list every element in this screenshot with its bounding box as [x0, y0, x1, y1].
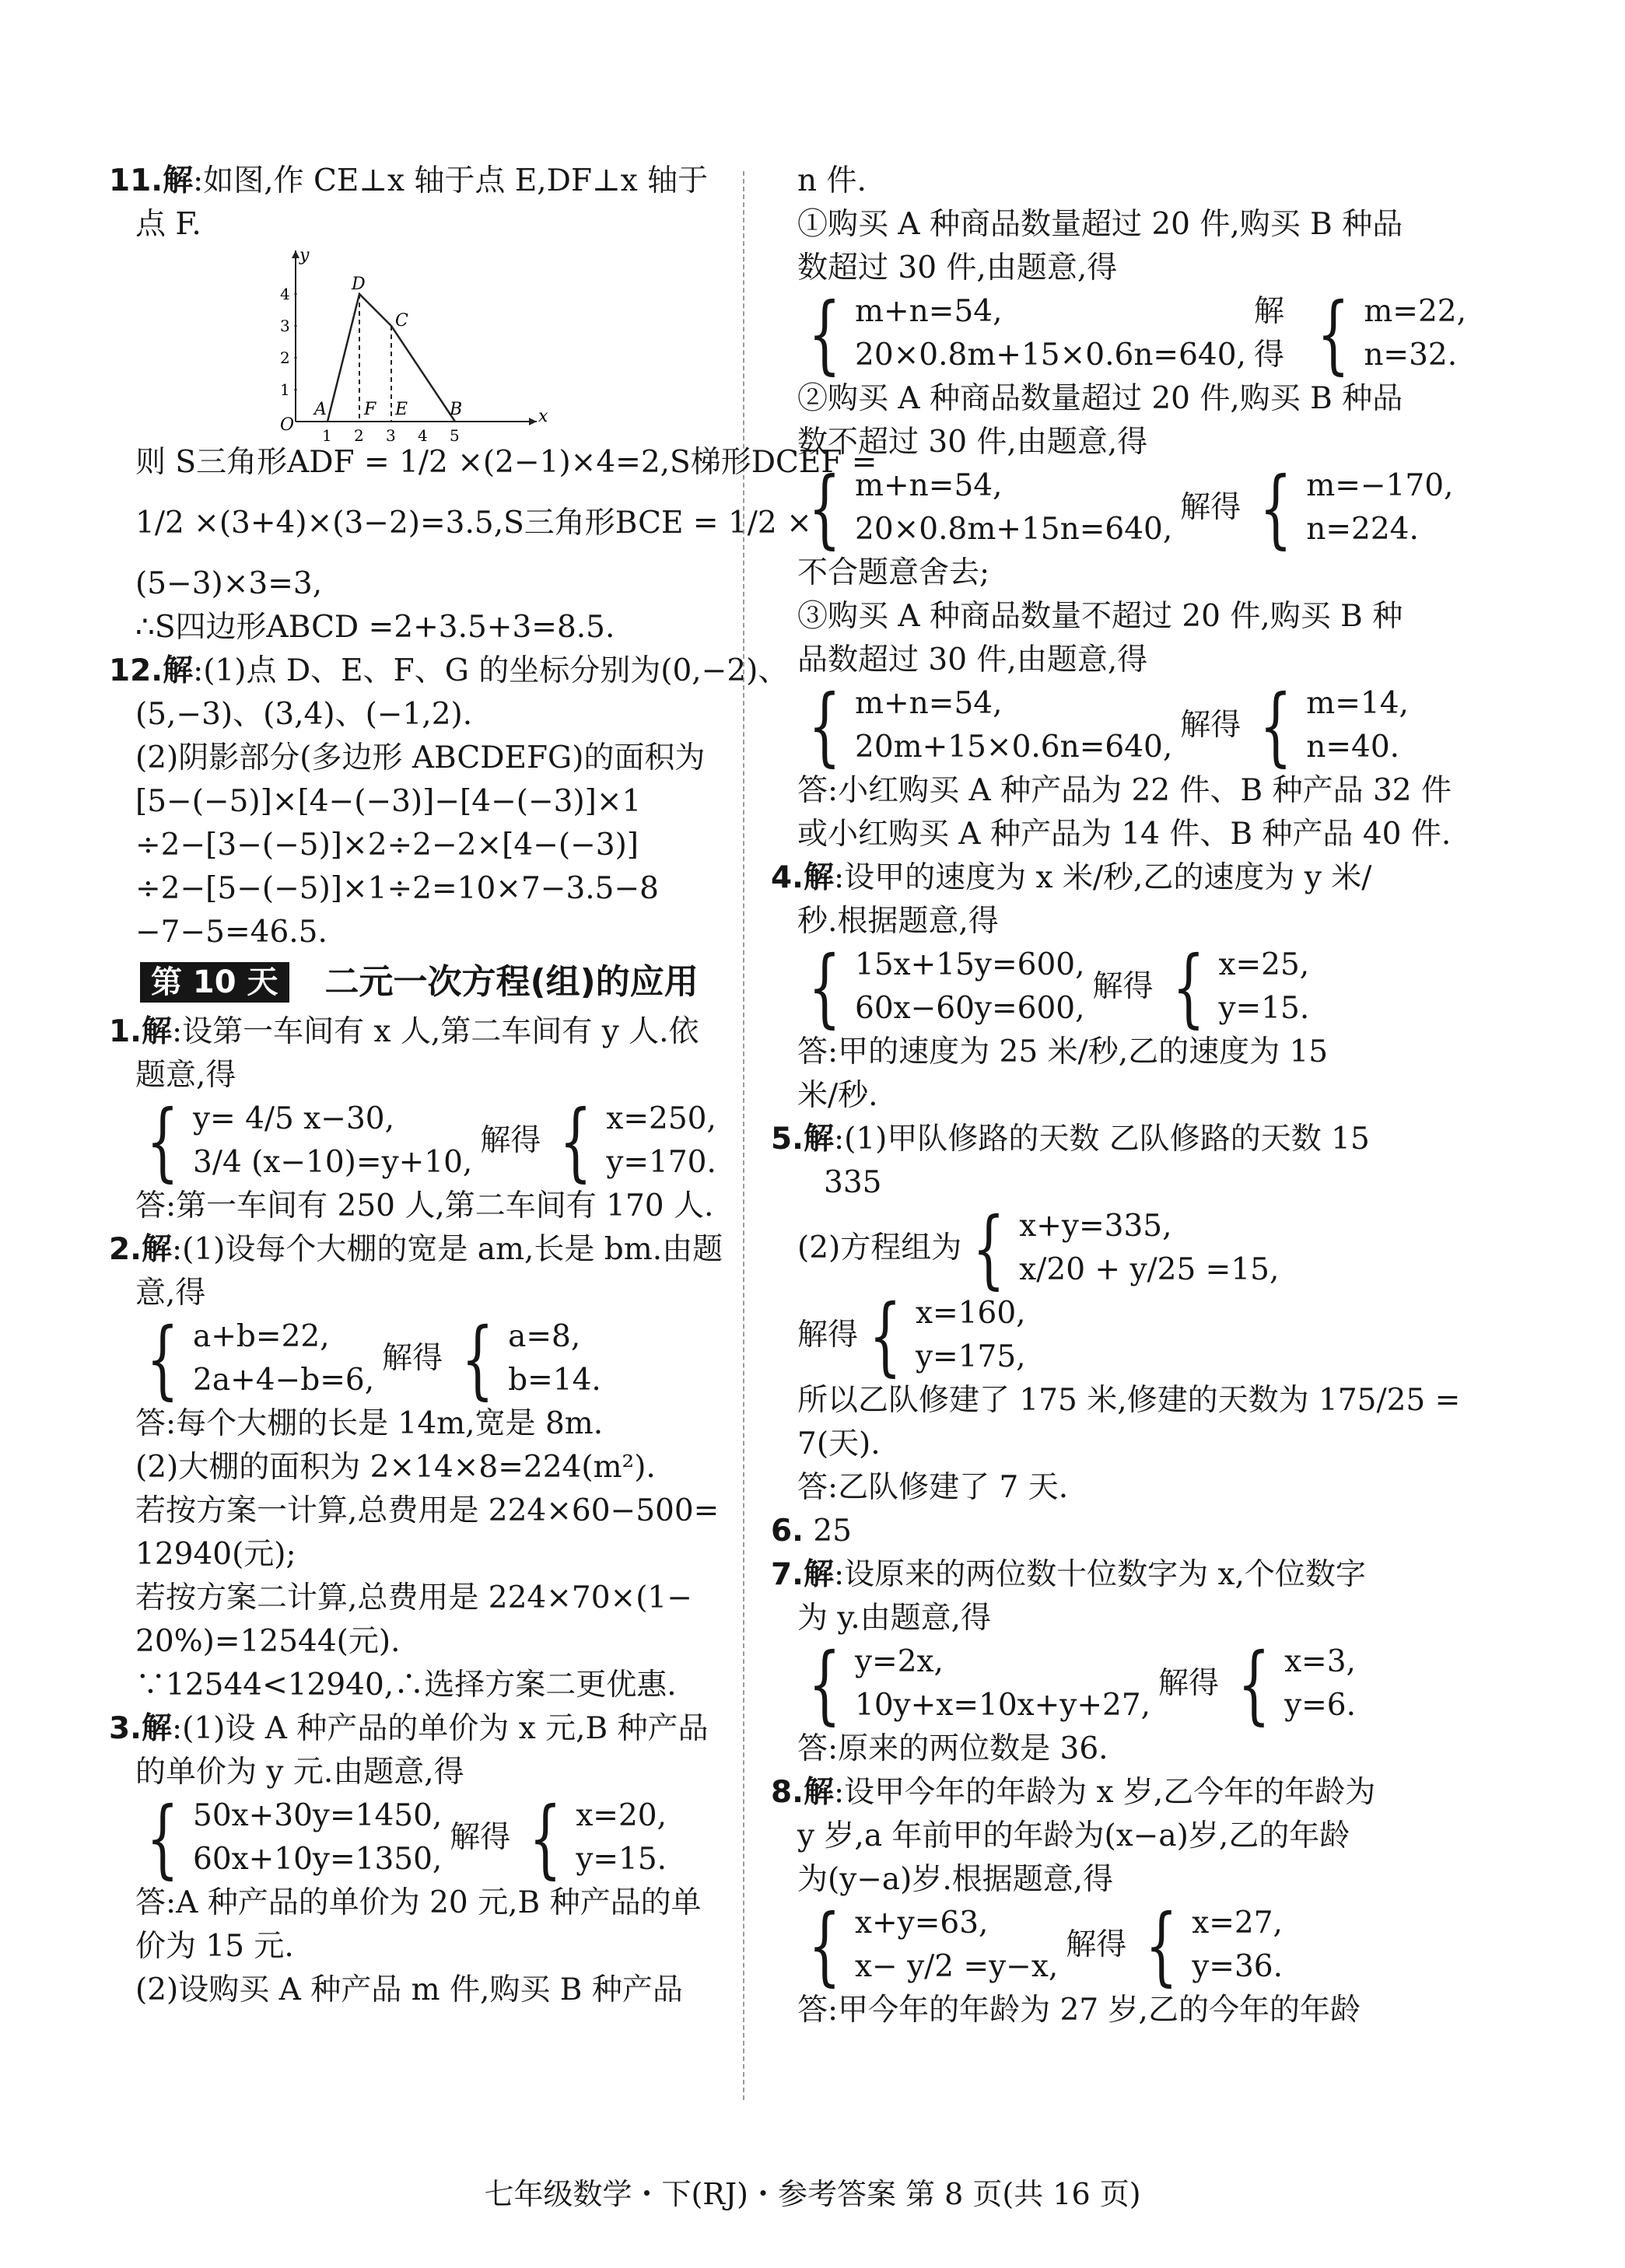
q12-line6: ÷2−[5−(−5)]×1÷2=10×7−3.5−8	[135, 871, 659, 906]
brace-icon: {	[1145, 1895, 1178, 1995]
q8-line3: 为(y−a)岁.根据题意,得	[797, 1862, 1114, 1897]
q3-answer2: 价为 15 元.	[135, 1929, 294, 1964]
q7-answer: 答:原来的两位数是 36.	[797, 1731, 1108, 1766]
q11-line6: ∴S四边形ABCD =2+3.5+3=8.5.	[135, 610, 615, 645]
y-tick-3: 3	[280, 317, 290, 335]
q1-line2: 题意,得	[135, 1058, 236, 1093]
q8-line2: y 岁,a 年前甲的年龄为(x−a)岁,乙的年龄	[797, 1818, 1350, 1853]
brace-icon: {	[1259, 458, 1293, 558]
brace-icon: {	[146, 1788, 179, 1888]
brace-icon: {	[1171, 937, 1205, 1037]
y-tick-1: 1	[280, 380, 290, 399]
q3-line2: 的单价为 y 元.由题意,得	[135, 1755, 464, 1790]
q3-answer1: 答:A 种产品的单价为 20 元,B 种产品的单	[135, 1885, 702, 1920]
r-line4: 数不超过 30 件,由题意,得	[797, 425, 1148, 460]
q2-answer: 答:每个大棚的长是 14m,宽是 8m.	[135, 1406, 604, 1441]
r-line5: 不合题意舍去;	[797, 555, 990, 590]
q7-system: { y=2x, 10y+x=10x+y+27, 解得 { x=3, y=6.	[808, 1634, 1356, 1734]
q7-line1: 7.解:设原来的两位数十位数字为 x,个位数字	[771, 1557, 1366, 1592]
q4-system: { 15x+15y=600, 60x−60y=600, 解得 { x=25, y=15.	[808, 937, 1310, 1037]
r-line7: 品数超过 30 件,由题意,得	[797, 642, 1148, 677]
section-title: 二元一次方程(组)的应用	[324, 962, 699, 1002]
x-tick-3: 3	[386, 426, 396, 445]
q2-line1: 2.解:(1)设每个大棚的宽是 am,长是 bm.由题	[109, 1232, 723, 1267]
q12-line1: 12.解:(1)点 D、E、F、G 的坐标分别为(0,−2)、	[109, 653, 789, 688]
r-line1: ①购买 A 种商品数量超过 20 件,购买 B 种品	[797, 207, 1403, 242]
x-tick-5: 5	[450, 426, 460, 445]
q2-line3: (2)大棚的面积为 2×14×8=224(m²).	[135, 1450, 656, 1485]
q12-line4: [5−(−5)]×[4−(−3)]−[4−(−3)]×1	[135, 784, 642, 819]
q4-answer1: 答:甲的速度为 25 米/秒,乙的速度为 15	[797, 1034, 1329, 1069]
point-B: B	[450, 400, 463, 419]
q11-line2: 点 F.	[135, 207, 201, 242]
brace-icon: {	[808, 1634, 841, 1734]
brace-icon: {	[808, 676, 841, 775]
q5-answer: 答:乙队修建了 7 天.	[797, 1470, 1069, 1505]
q11-line1: 11.解:如图,作 CE⊥x 轴于点 E,DF⊥x 轴于	[109, 163, 709, 198]
x-tick-4: 4	[418, 426, 428, 445]
r-line2: 数超过 30 件,由题意,得	[797, 250, 1118, 285]
brace-icon: {	[808, 458, 841, 558]
q8-line1: 8.解:设甲今年的年龄为 x 岁,乙今年的年龄为	[771, 1775, 1376, 1810]
q11-line5: (5−3)×3=3,	[135, 566, 323, 601]
page-footer: 七年级数学・下(RJ)・参考答案 第 8 页(共 16 页)	[484, 2177, 1141, 2211]
brace-icon: {	[559, 1091, 593, 1191]
r-line6: ③购买 A 种商品数量不超过 20 件,购买 B 种	[797, 599, 1403, 634]
brace-icon: {	[808, 1895, 841, 1995]
q5-line2: 335	[824, 1165, 882, 1200]
brace-icon: {	[869, 1286, 902, 1385]
q12-line2: (5,−3)、(3,4)、(−1,2).	[135, 697, 473, 732]
q3-system: { 50x+30y=1450, 60x+10y=1350, 解得 { x=20, y=15.	[146, 1788, 667, 1888]
q1-answer: 答:第一车间有 250 人,第二车间有 170 人.	[135, 1188, 714, 1223]
q1-system: { y= 4/5 x−30, 3/4 (x−10)=y+10, 解得 { x=250, y=170.	[146, 1091, 716, 1191]
q5-solution: 解得 { x=160, y=175,	[797, 1286, 1026, 1385]
q2-system: { a+b=22, 2a+4−b=6, 解得 { a=8, b=14.	[146, 1309, 601, 1409]
q5-system: (2)方程组为 { x+y=335, x/20 + y/25 =15,	[797, 1199, 1280, 1298]
r-line3: ②购买 A 种商品数量超过 20 件,购买 B 种品	[797, 381, 1403, 416]
q2-line4: 若按方案一计算,总费用是 224×60−500=	[135, 1493, 720, 1528]
r-line9: 或小红购买 A 种产品为 14 件、B 种产品 40 件.	[797, 817, 1452, 852]
q3-line1: 3.解:(1)设 A 种产品的单价为 x 元,B 种产品	[109, 1711, 709, 1746]
brace-icon: {	[808, 937, 841, 1037]
y-tick-4: 4	[280, 285, 290, 303]
coordinate-graph	[264, 246, 548, 445]
x-axis-label: x	[538, 407, 548, 426]
q2-line7: 20%)=12544(元).	[135, 1624, 401, 1659]
q2-line5: 12940(元);	[135, 1537, 296, 1572]
section-header	[140, 961, 778, 1004]
q11-line4: 1/2 ×(3+4)×(3−2)=3.5,S三角形BCE = 1/2 ×	[135, 506, 812, 541]
q7-line2: 为 y.由题意,得	[797, 1601, 992, 1636]
origin-label: O	[280, 415, 295, 435]
brace-icon: {	[972, 1199, 1006, 1298]
q2-line8: ∵12544<12940,∴选择方案二更优惠.	[135, 1668, 677, 1703]
brace-icon: {	[1317, 284, 1350, 383]
brace-icon: {	[146, 1309, 179, 1409]
q8-system: { x+y=63, x− y/2 =y−x, 解得 { x=27, y=36.	[808, 1895, 1283, 1995]
q1-line1: 1.解:设第一车间有 x 人,第二车间有 y 人.依	[109, 1014, 699, 1049]
r-line0: n 件.	[797, 163, 867, 198]
q12-line7: −7−5=46.5.	[135, 915, 327, 950]
x-tick-2: 2	[354, 426, 364, 445]
section-badge: 第 10 天	[140, 962, 289, 1003]
q6-line: 6. 25	[771, 1514, 852, 1549]
sys-case1: { m+n=54, 20×0.8m+15×0.6n=640, 解得 { m=22, n=32.	[808, 284, 1466, 383]
q2-line2: 意,得	[135, 1276, 206, 1311]
q3-line3: (2)设购买 A 种产品 m 件,购买 B 种产品	[135, 1972, 683, 2007]
point-A: A	[314, 400, 327, 419]
q4-line1: 4.解:设甲的速度为 x 米/秒,乙的速度为 y 米/	[771, 860, 1372, 895]
q5-line3: 所以乙队修建了 175 米,修建的天数为 175/25 =	[797, 1383, 1461, 1418]
y-tick-2: 2	[280, 348, 290, 367]
brace-icon: {	[1238, 1634, 1271, 1734]
point-D: D	[352, 275, 366, 294]
q12-line5: ÷2−[3−(−5)]×2÷2−2×[4−(−3)]	[135, 828, 639, 863]
sys-case3: { m+n=54, 20m+15×0.6n=640, 解得 { m=14, n=40.	[808, 676, 1409, 775]
x-tick-1: 1	[322, 426, 332, 445]
point-C: C	[395, 311, 408, 331]
brace-icon: {	[146, 1091, 179, 1191]
q4-answer2: 米/秒.	[797, 1078, 878, 1113]
sys-case2: { m+n=54, 20×0.8m+15n=640, 解得 { m=−170, n=224.	[808, 458, 1454, 558]
q11-line3: 则 S三角形ADF = 1/2 ×(2−1)×4=2,S梯形DCEF =	[135, 445, 877, 480]
q12-line3: (2)阴影部分(多边形 ABCDEFG)的面积为	[135, 740, 706, 775]
point-F: F	[364, 400, 376, 419]
q4-line2: 秒.根据题意,得	[797, 904, 999, 939]
brace-icon: {	[461, 1309, 495, 1409]
q5-line1: 5.解:(1)甲队修路的天数 乙队修路的天数 15	[771, 1122, 1370, 1157]
brace-icon: {	[529, 1788, 562, 1888]
point-E: E	[395, 400, 408, 419]
y-axis-label: y	[299, 246, 310, 265]
q8-answer: 答:甲今年的年龄为 27 岁,乙的今年的年龄	[797, 1993, 1361, 2028]
q5-line4: 7(天).	[797, 1426, 881, 1461]
brace-icon: {	[808, 284, 841, 383]
r-line8: 答:小红购买 A 种产品为 22 件、B 种产品 32 件	[797, 773, 1452, 808]
brace-icon: {	[1259, 676, 1293, 775]
q2-line6: 若按方案二计算,总费用是 224×70×(1−	[135, 1580, 692, 1615]
right-column	[771, 159, 1466, 2032]
